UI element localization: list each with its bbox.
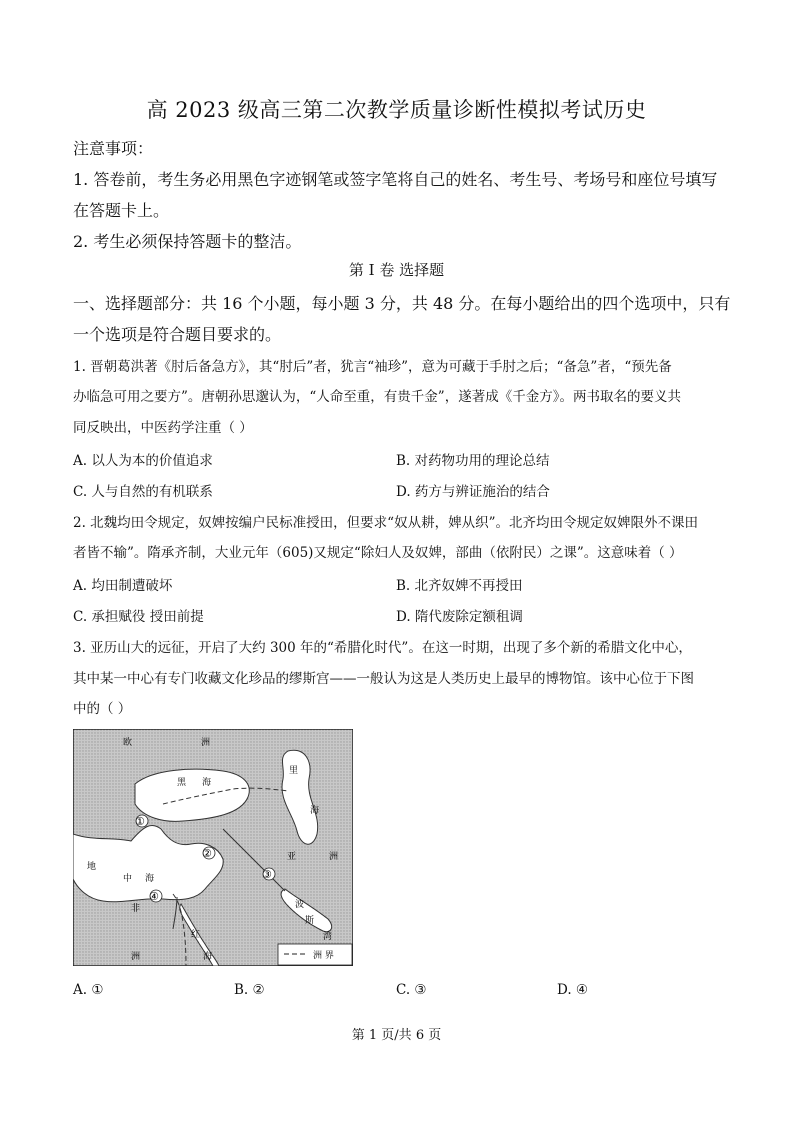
section-intro-line-1: 一、选择题部分：共 16 个小题，每小题 3 分，共 48 分。在每小题给出的四个选项中，只有 (73, 294, 731, 313)
page-footer: 第 1 页/共 6 页 (351, 1028, 442, 1043)
question-3-option-b: B. ② (234, 982, 265, 998)
marker-4: ④ (149, 890, 159, 903)
label-caspian-1: 里 (289, 766, 299, 776)
label-mediterranean-3: 海 (145, 874, 155, 884)
exam-title: 高 2023 级高三第二次教学质量诊断性模拟考试历史 (146, 98, 647, 122)
question-3-option-c: C. ③ (396, 982, 427, 998)
label-asia-2: 洲 (329, 852, 339, 862)
question-1-option-c: C. 人与自然的有机联系 (73, 484, 213, 500)
label-europe-2: 洲 (201, 738, 211, 748)
label-asia-1: 亚 (287, 852, 297, 862)
question-2-option-d: D. 隋代废除定额租调 (396, 609, 523, 625)
question-2-option-a: A. 均田制遭破坏 (73, 578, 173, 594)
label-red-sea-2: 海 (203, 952, 213, 962)
marker-2: ② (202, 847, 212, 860)
question-3-line-2: 其中某一中心有专门收藏文化珍品的缪斯宫——一般认为这是人类历史上最早的博物馆。该中心位于下图 (73, 671, 694, 687)
question-3-line-3: 中的（ ） (73, 701, 132, 717)
marker-1: ① (135, 815, 145, 828)
question-1-option-b: B. 对药物功用的理论总结 (396, 453, 550, 469)
section-intro-line-2: 一个选项是符合题目要求的。 (73, 325, 282, 344)
question-2-option-c: C. 承担赋役 授田前提 (73, 609, 204, 625)
question-1-line-1: 1. 晋朝葛洪著《肘后备急方》，其“肘后”者，犹言“袖珍”，意为可藏于手肘之后；“备急”者，“预先备 (73, 359, 672, 375)
label-africa-1: 非 (131, 904, 141, 914)
section-title: 第 I 卷 选择题 (348, 261, 445, 279)
question-2-line-1: 2. 北魏均田令规定，奴婢按编户民标准授田，但要求“奴从耕，婢从织”。北齐均田令规定奴婢限外不课田 (73, 515, 698, 531)
question-1-option-d: D. 药方与辨证施治的结合 (396, 484, 550, 500)
label-mediterranean-1: 地 (87, 862, 97, 872)
label-black-sea-1: 黑 (177, 778, 187, 788)
legend-label: 洲 界 (313, 951, 334, 961)
label-red-sea-1: 红 (191, 930, 201, 940)
label-persian-gulf-2: 斯 (305, 916, 315, 926)
label-mediterranean-2: 中 (123, 874, 133, 884)
note-item-1-line-1: 1. 答卷前，考生务必用黑色字迹钢笔或签字笔将自己的姓名、考生号、考场号和座位号填写 (73, 170, 718, 189)
note-item-1-line-2: 在答题卡上。 (73, 201, 170, 220)
question-1-line-2: 办临急可用之要方”。唐朝孙思邈认为，“人命至重，有贵千金”，遂著成《千金方》。两书取名的要义共 (73, 389, 681, 405)
label-persian-gulf-1: 波 (295, 900, 305, 910)
marker-3: ③ (262, 868, 272, 881)
question-3-line-1: 3. 亚历山大的远征，开启了大约 300 年的“希腊化时代”。在这一时期，出现了多个新的希腊文化中心， (73, 640, 692, 656)
question-2-line-2: 者皆不输”。隋承齐制，大业元年（605)又规定“除妇人及奴婢，部曲（依附民）之课”。这意味着（ ） (73, 545, 683, 561)
hellenistic-map (73, 729, 353, 966)
label-caspian-2: 海 (310, 806, 320, 816)
question-3-option-d: D. ④ (557, 982, 589, 998)
question-1-option-a: A. 以人为本的价值追求 (73, 453, 213, 469)
question-1-line-3: 同反映出，中医药学注重（ ） (73, 420, 253, 436)
label-black-sea-2: 海 (202, 778, 212, 788)
label-europe-1: 欧 (123, 738, 133, 748)
note-item-2: 2. 考生必须保持答题卡的整洁。 (73, 232, 302, 251)
notes-heading: 注意事项： (73, 139, 154, 158)
label-africa-2: 洲 (131, 952, 141, 962)
label-persian-gulf-3: 湾 (323, 932, 333, 942)
question-2-option-b: B. 北齐奴婢不再授田 (396, 578, 523, 594)
question-3-option-a: A. ① (73, 982, 104, 998)
